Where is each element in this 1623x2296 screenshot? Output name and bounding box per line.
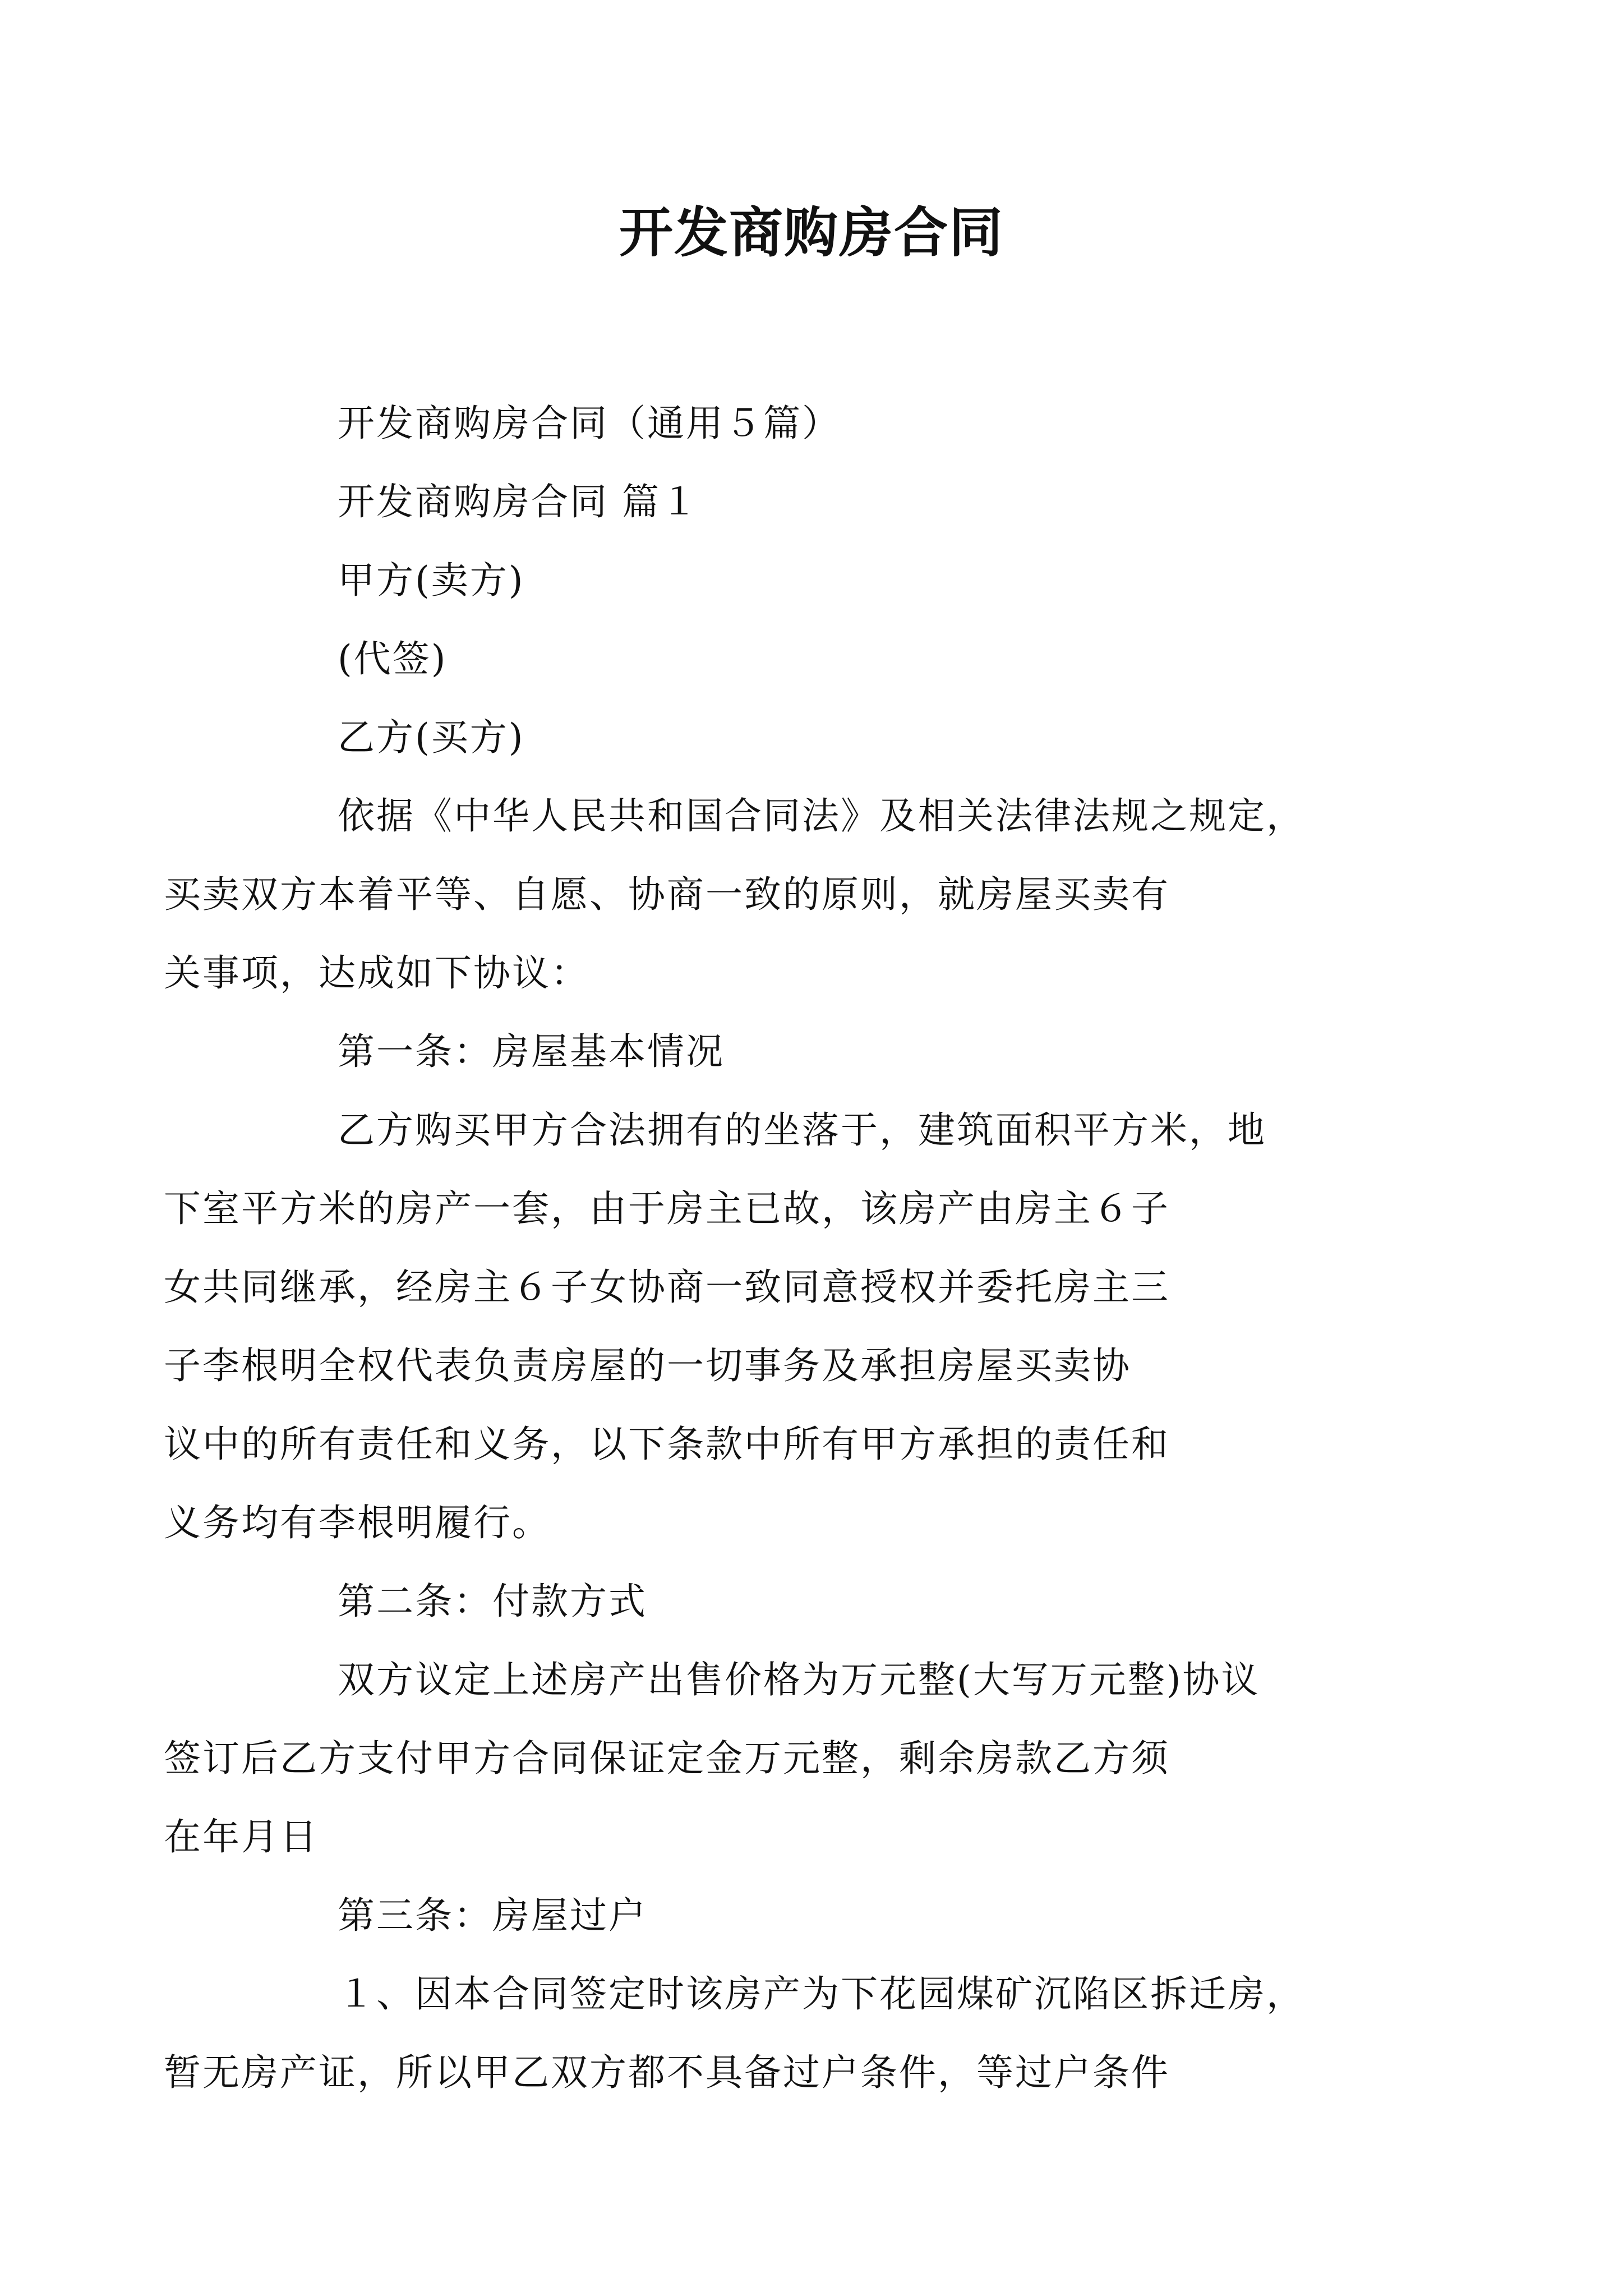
text-line: 开发商购房合同（通用５篇） — [338, 402, 841, 445]
text-line: 子李根明全权代表负责房屋的一切事务及承担房屋买卖协 — [164, 1344, 1131, 1387]
paragraph — [164, 777, 1386, 1013]
text-line: 甲方(卖方) — [338, 559, 525, 602]
text-line: 第二条：付款方式 — [338, 1580, 647, 1623]
text-line: 开发商购房合同 篇１ — [338, 480, 699, 523]
paragraph — [251, 384, 1386, 463]
paragraph — [251, 620, 1386, 698]
paragraph — [251, 1876, 1386, 1955]
document-body — [164, 384, 1386, 2112]
text-line: 女共同继承，经房主６子女协商一致同意授权并委托房主三 — [164, 1266, 1170, 1309]
paragraph — [164, 1955, 1386, 2112]
text-line: 暂无房产证，所以甲乙双方都不具备过户条件，等过户条件 — [164, 2051, 1170, 2094]
text-line: 在年月日 — [164, 1815, 319, 1858]
paragraph — [164, 1091, 1386, 1562]
paragraph — [251, 463, 1386, 541]
text-line: 下室平方米的房产一套，由于房主已故，该房产由房主６子 — [164, 1187, 1170, 1230]
paragraph — [251, 1562, 1386, 1641]
text-line: (代签) — [338, 637, 448, 680]
text-line: 买卖双方本着平等、自愿、协商一致的原则，就房屋买卖有 — [164, 873, 1170, 916]
paragraph — [164, 1641, 1386, 1876]
paragraph — [251, 541, 1386, 620]
text-line: 乙方(买方) — [338, 716, 525, 759]
text-line: 第三条：房屋过户 — [338, 1894, 647, 1937]
paragraph — [251, 698, 1386, 777]
text-line: 第一条：房屋基本情况 — [338, 1030, 725, 1073]
document-title: 开发商购房合同 — [619, 201, 1004, 264]
text-line: １、因本合同签定时该房产为下花园煤矿沉陷区拆迁房， — [338, 1972, 1305, 2016]
paragraph — [251, 1013, 1386, 1091]
text-line: 关事项，达成如下协议： — [164, 951, 589, 995]
text-line: 义务均有李根明履行。 — [164, 1501, 551, 1544]
text-line: 双方议定上述房产出售价格为万元整(大写万元整)协议 — [338, 1658, 1260, 1701]
text-line: 依据《中华人民共和国合同法》及相关法律法规之规定， — [338, 794, 1305, 838]
text-line: 议中的所有责任和义务，以下条款中所有甲方承担的责任和 — [164, 1423, 1170, 1466]
text-line: 乙方购买甲方合法拥有的坐落于，建筑面积平方米，地 — [338, 1108, 1266, 1152]
text-line: 签订后乙方支付甲方合同保证定金万元整，剩余房款乙方须 — [164, 1737, 1170, 1780]
